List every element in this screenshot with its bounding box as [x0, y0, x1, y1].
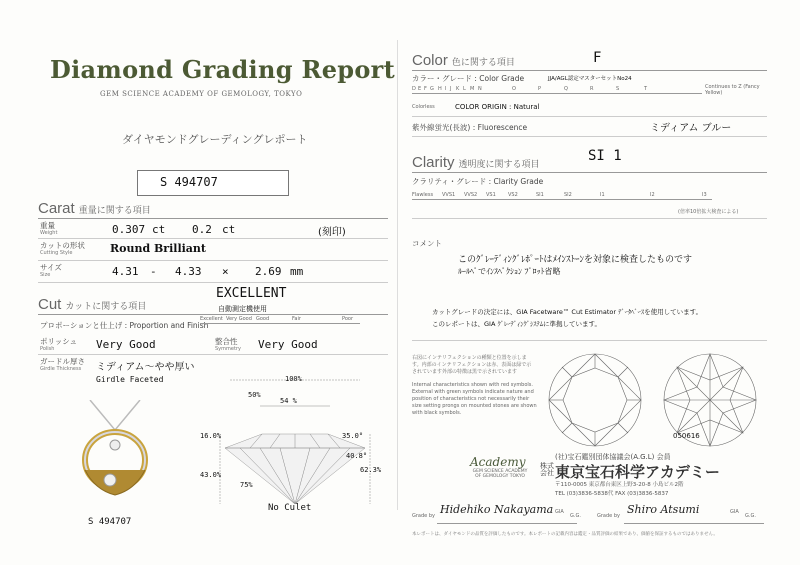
girdle-label-en: Girdle Thickness [40, 366, 82, 372]
shape-label: カットの形状 [40, 241, 85, 250]
size-depth: 2.69 [255, 265, 282, 278]
size-label: サイズ [40, 263, 62, 272]
polish-label-group [40, 338, 77, 352]
clarity-title: Clarity [412, 154, 455, 171]
inscription-value: 0.2 [192, 223, 212, 236]
girdle-label-group [40, 358, 85, 372]
clarity-scale-vs1: VS1 [486, 192, 496, 198]
shape-value: Round Brilliant [110, 242, 207, 255]
comment-line-2: ﾙｰﾙﾍﾟでｲﾝｽﾍﾟｸｼｮﾝ ﾌﾟﾛｯﾄ省略 [458, 267, 561, 276]
weight-rule [38, 238, 388, 239]
color-scale-t: T [644, 86, 648, 92]
color-scale-k: K [456, 86, 460, 92]
symmetry-label-en: Symmetry [215, 346, 241, 352]
polish-label: ポリッシュ [40, 337, 78, 346]
polish-label-en: Polish [40, 346, 55, 352]
color-scale-l: L [463, 86, 466, 92]
fluorescence-rule [412, 136, 767, 137]
comment-line-4: このレポートは、GIA ｸﾞﾚｰﾃﾞｨﾝｸﾞｼｽﾃﾑに準拠しています。 [432, 320, 601, 328]
color-scale-d: D [412, 86, 416, 92]
carat-title: Carat [38, 200, 75, 217]
comment-line-1: このｸﾞﾚｰﾃﾞｨﾝｸﾞﾚﾎﾟｰﾄはﾒｲﾝｽﾄｰﾝを対象に検査したものです [458, 255, 693, 265]
culet-value: No Culet [268, 503, 312, 513]
plot-code: 050616 [673, 432, 700, 440]
fluorescence-label: 紫外線蛍光(長波) : Fluorescence [412, 123, 528, 132]
plot-note-jp: 右図にインテリフェクションの種類と位置を示します。内部のインテリフェクションは赤、表面は緑で示されています外部の特徴は黒で示されています [412, 355, 532, 375]
clarity-scale-vvs2: VVS2 [464, 192, 478, 198]
size-times: × [222, 265, 229, 278]
proportion-label: プロポーションと仕上げ : Proportion and Finish [40, 321, 209, 330]
color-origin: COLOR ORIGIN : Natural [455, 103, 540, 111]
cut-title-jp: カットに関する項目 [65, 301, 147, 311]
clarity-scale-si2: SI2 [564, 192, 572, 198]
column-divider [397, 40, 398, 510]
size-rule [38, 282, 388, 283]
symmetry-label: 整合性 [215, 337, 238, 346]
signature-1: Hidehiko Nakayama [440, 503, 554, 516]
color-scale-continues: Continues to Z (Fancy Yellow) [705, 84, 760, 96]
color-scale [412, 86, 702, 100]
pavilion-depth: 43.0% [200, 471, 222, 479]
company-kana: 株式会社 [540, 462, 554, 477]
clarity-grade: SI 1 [588, 148, 622, 164]
symmetry-value: Very Good [258, 338, 318, 351]
crown-height: 16.0% [200, 432, 222, 440]
color-scale-n: N [478, 86, 482, 92]
color-scale-j: J [450, 86, 452, 92]
grade-by-label-2: Grade by [597, 513, 620, 519]
shape-label-group [40, 242, 85, 256]
color-scale-f: F [424, 86, 427, 92]
clarity-section-title [412, 154, 540, 171]
color-scale-q: Q [564, 86, 568, 92]
academy-subtitle: GEM SCIENCE ACADEMY OF GEMOLOGY, TOKYO [100, 90, 303, 98]
cut-scale-good: Good [256, 316, 270, 322]
carat-rule [38, 218, 388, 219]
academy-logo-text: Academy [470, 455, 526, 469]
plot-crown-diagram [545, 350, 645, 450]
clarity-scale-si1: SI1 [536, 192, 544, 198]
shape-label-en: Cutting Style [40, 250, 73, 256]
cut-section-title [38, 296, 146, 313]
report-number-box [137, 170, 289, 196]
gg-label-2: G.G. [745, 513, 756, 519]
report-number: S 494707 [160, 175, 218, 189]
report-title: Diamond Grading Report [50, 55, 395, 84]
table-percent: 54 % [280, 397, 297, 405]
academy-logo-sub: GEM SCIENCE ACADEMY OF GEMOLOGY TOKYO [472, 469, 528, 479]
carat-title-jp: 重量に関する項目 [78, 205, 151, 215]
color-scale-s: S [616, 86, 620, 92]
fine-print: 本レポートは、ダイヤモンドの品質を評価したものです。本レポートの記載内容は鑑定・品質評価の結果であり、価値を保証するものではありません。 [412, 532, 718, 537]
comment-line-3: カットグレードの決定には、GIA Facetware™ Cut Estimator ﾃﾞｰﾀﾍﾞｰｽを使用しています。 [432, 308, 703, 316]
clarity-scale-fl: Flawless [412, 192, 434, 198]
gg-label-1: G.G. [570, 513, 581, 519]
clarity-scale-i1: I1 [600, 192, 605, 198]
gia-label-1: GIA [555, 509, 564, 515]
weight-label: 重量 [40, 221, 55, 230]
association-note: (社)宝石鑑別団体協議会(A.G.L) 会員 [555, 453, 671, 461]
company-tel: TEL (03)3836-5838代 FAX (03)3836-5837 [555, 491, 669, 497]
weight-label-en: Weight [40, 230, 58, 236]
cut-scale [200, 318, 360, 332]
girdle-label: ガードル厚さ [40, 357, 85, 366]
crown-angle: 35.0° [342, 432, 364, 440]
master-set-note: JJA/AGL認定マスターセットNo24 [548, 76, 632, 82]
color-grade: F [593, 50, 602, 66]
girdle-faceted: Girdle Faceted [96, 375, 164, 384]
color-title: Color [412, 52, 448, 69]
size-min: 4.31 [112, 265, 139, 278]
weight-value: 0.307 [112, 223, 146, 236]
clarity-scale [412, 192, 712, 206]
cut-scale-very-good: Very Good [226, 316, 252, 322]
lower-half: 75% [240, 481, 253, 489]
cut-scale-excellent: Excellent [200, 316, 223, 322]
color-scale-i: I [445, 86, 447, 92]
pendant-photo [60, 400, 170, 510]
carat-section-title [38, 200, 151, 217]
cut-title: Cut [38, 296, 62, 313]
color-origin-rule [412, 116, 767, 117]
academy-logo [470, 455, 530, 479]
company-name: 東京宝石科学アカデミー [555, 463, 720, 481]
weight-label-group [40, 222, 57, 236]
color-grade-label: カラー・グレード : Color Grade [412, 74, 525, 83]
size-label-en: Size [40, 272, 51, 278]
clarity-scale-vs2: VS2 [508, 192, 518, 198]
comment-label: コメント [412, 239, 442, 248]
plot-note-en: Internal characteristics shown with red symbols. External with green symbols indicate nature and position of characteristics not necessarily their size setting prongs on mounted stones are shown with black symbols. [412, 382, 537, 416]
color-rule [412, 70, 767, 71]
color-scale-h: H [438, 86, 442, 92]
japanese-title: ダイヤモンドグレーディングレポート [122, 133, 308, 146]
colorless-label: Colorless [412, 104, 435, 110]
clarity-scale-vvs1: VVS1 [442, 192, 456, 198]
clarity-rule [412, 172, 767, 173]
table-outer: 50% [248, 391, 261, 399]
size-max: 4.33 [175, 265, 202, 278]
clarity-scale-i3: I3 [702, 192, 707, 198]
grade-by-label-1: Grade by [412, 513, 435, 519]
clarity-bottom-rule [412, 218, 767, 219]
cut-scale-fair: Fair [292, 316, 301, 322]
clarity-title-jp: 透明度に関する項目 [458, 159, 540, 169]
cut-grade: EXCELLENT [216, 286, 287, 301]
signature-row [412, 505, 767, 527]
color-title-jp: 色に関する項目 [451, 57, 515, 67]
cut-grade-note: 自動測定機使用 [218, 305, 267, 313]
color-scale-r: R [590, 86, 594, 92]
color-scale-p: P [538, 86, 542, 92]
clarity-grade-label: クラリティ・グレード : Clarity Grade [412, 177, 544, 186]
color-scale-m: M [470, 86, 475, 92]
symmetry-label-group [215, 338, 241, 352]
cut-rule [38, 314, 388, 315]
size-unit: mm [290, 265, 304, 278]
weight-unit: ct [152, 223, 166, 236]
pavilion-angle: 40.8° [346, 452, 368, 460]
gia-label-2: GIA [730, 509, 739, 515]
total-width: 100% [285, 375, 302, 383]
color-scale-g: G [430, 86, 434, 92]
color-scale-e: E [418, 86, 422, 92]
signature-2: Shiro Atsumi [627, 503, 700, 516]
shape-rule [38, 260, 388, 261]
size-dash: - [150, 265, 157, 278]
size-label-group [40, 264, 62, 278]
company-address: 〒110-0005 東京都台東区上野3-20-8 小島ビル2階 [555, 482, 684, 488]
inscription-unit: ct [222, 223, 236, 236]
color-scale-o: O [512, 86, 516, 92]
girdle-value: ミディアム～やや厚い [96, 362, 195, 373]
clarity-note: (倍率10倍拡大検査による) [678, 209, 739, 215]
total-depth: 62.3% [360, 466, 382, 474]
pendant-report-number: S 494707 [88, 517, 132, 527]
polish-rule [38, 354, 388, 355]
clarity-scale-i2: I2 [650, 192, 655, 198]
cut-scale-poor: Poor [342, 316, 354, 322]
polish-value: Very Good [96, 338, 156, 351]
comment-rule [412, 340, 767, 341]
fluorescence-value: ミディアム ブルー [650, 123, 732, 134]
inscription-note: (刻印) [318, 227, 346, 238]
color-section-title [412, 52, 515, 69]
